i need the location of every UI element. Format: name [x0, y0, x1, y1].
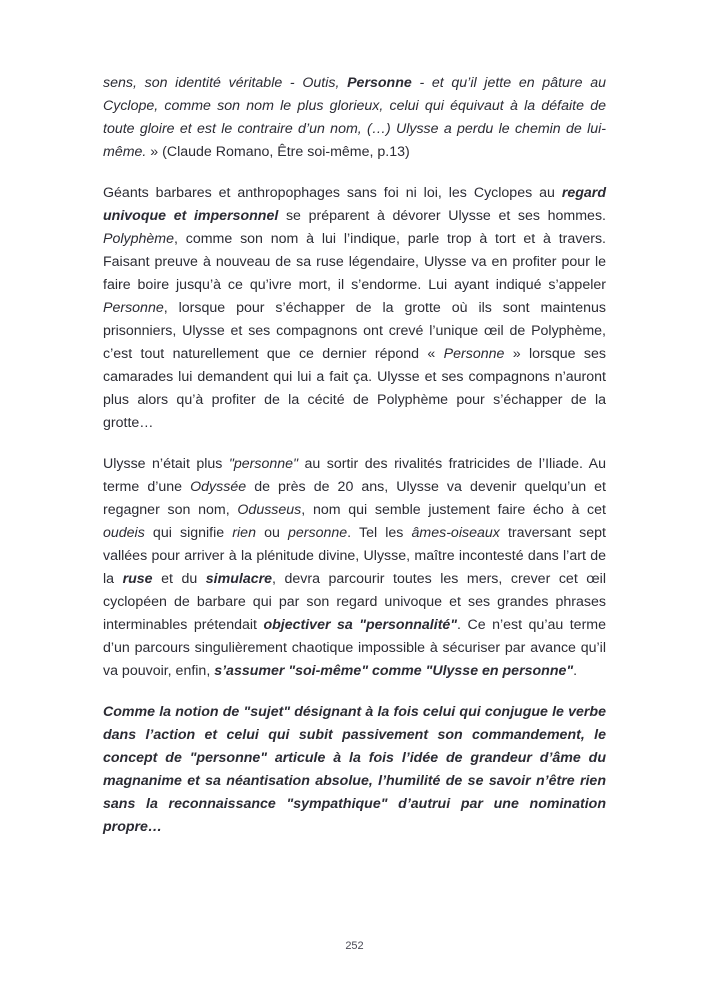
emphasis-odusseus: Odusseus [237, 502, 302, 518]
emphasis-regard-univoque: regard univoque et impersonnel [103, 185, 606, 224]
emphasis-polypheme: Polyphème [103, 231, 174, 247]
emphasis-ames-oiseaux: âmes-oiseaux [411, 525, 500, 541]
paragraph-conclusion-sujet: Comme la notion de "sujet" désignant à la fois celui qui conjugue le verbe dans l’action et celui qui subit passivement son commandement, le concept de "personne" articule à la fois l’idée de grandeur d’âme du magnanime et sa néantisation absolue, l’humilité de se savoir n’être rien sans la reconnaissance "sympathique" d’autrui par une nomination propre… [103, 704, 606, 835]
text-run: - et qu’il jette en pâture au Cyclope, comme son nom le plus glorieux, celui qui équivaut à la défaite de toute gloire et est le contraire d’un nom, (…) Ulysse a perdu le chemin de lui-même. [103, 75, 606, 160]
emphasis-oudeis: oudeis [103, 525, 145, 541]
emphasis-rien: rien [232, 525, 256, 541]
page-number: 252 [345, 940, 364, 952]
text-run: sens, son identité véritable - Outis, [103, 75, 348, 91]
emphasis-personne-3: personne [288, 525, 348, 541]
emphasis-ruse: ruse [122, 571, 153, 587]
paragraph-ulysse-personne: Ulysse n’était plus "personne" au sortir des rivalités fratricides de l’Iliade. Au terme d’une Odyssée de près de 20 ans, Ulysse va devenir quelqu’un et regagner son nom, Odusseus, nom qui semble justement faire écho à cet oudeis qui signifie rien ou personne. Tel les âmes-oiseaux traversant sept vallées pour arriver à la plénitude divine, Ulysse, maître incontesté dans l’art de la ruse et du simulacre, devra parcourir toutes les mers, crever cet œil cyclopéen de barbare qui par son regard univoque et ses grandes phrases interminables prétendait objectiver sa "personnalité". Ce n’est qu’au terme d’un parcours singulièrement chaotique impossible à sécuriser par avance qu’il va pouvoir, enfin, s’assumer "soi-même" comme "Ulysse en personne". [103, 456, 607, 679]
paragraph-cyclopes: Géants barbares et anthropophages sans foi ni loi, les Cyclopes au regard univoque et impersonnel se préparent à dévorer Ulysse et ses hommes. Polyphème, comme son nom à lui l’indique, parle trop à tort et à travers. Faisant preuve à nouveau de sa ruse légendaire, Ulysse va en profiter pour le faire boire jusqu’à ce qu’ivre mort, il s’endorme. Lui ayant indiqué s’appeler Personne, lorsque pour s’échapper de la grotte où ils sont maintenus prisonniers, Ulysse et ses compagnons ont crevé l’unique œil de Polyphème, c’est tout naturellement que ce dernier répond « Personne » lorsque ses camarades lui demandent qui lui a fait ça. Ulysse et ses compagnons n’auront plus alors qu’à profiter de la cécité de Polyphème pour s’échapper de la grotte… [103, 185, 607, 431]
emphasis-personne-2: Personne [443, 346, 505, 362]
emphasis-odyssee: Odyssée [190, 479, 247, 495]
page-content [103, 72, 606, 839]
emphasis-personne: Personne [347, 75, 412, 91]
emphasis-simulacre: simulacre [205, 571, 273, 587]
paragraph-quote-romano [103, 72, 606, 164]
emphasis-assumer: s’assumer "soi-même" comme "Ulysse en personne" [214, 663, 574, 679]
emphasis-objectiver: objectiver sa "personnalité" [263, 617, 458, 633]
emphasis-personne-quoted: "personne" [228, 456, 299, 472]
citation-reference: » (Claude Romano, Être soi-même, p.13) [146, 144, 410, 160]
emphasis-personne-1: Personne [103, 300, 164, 316]
